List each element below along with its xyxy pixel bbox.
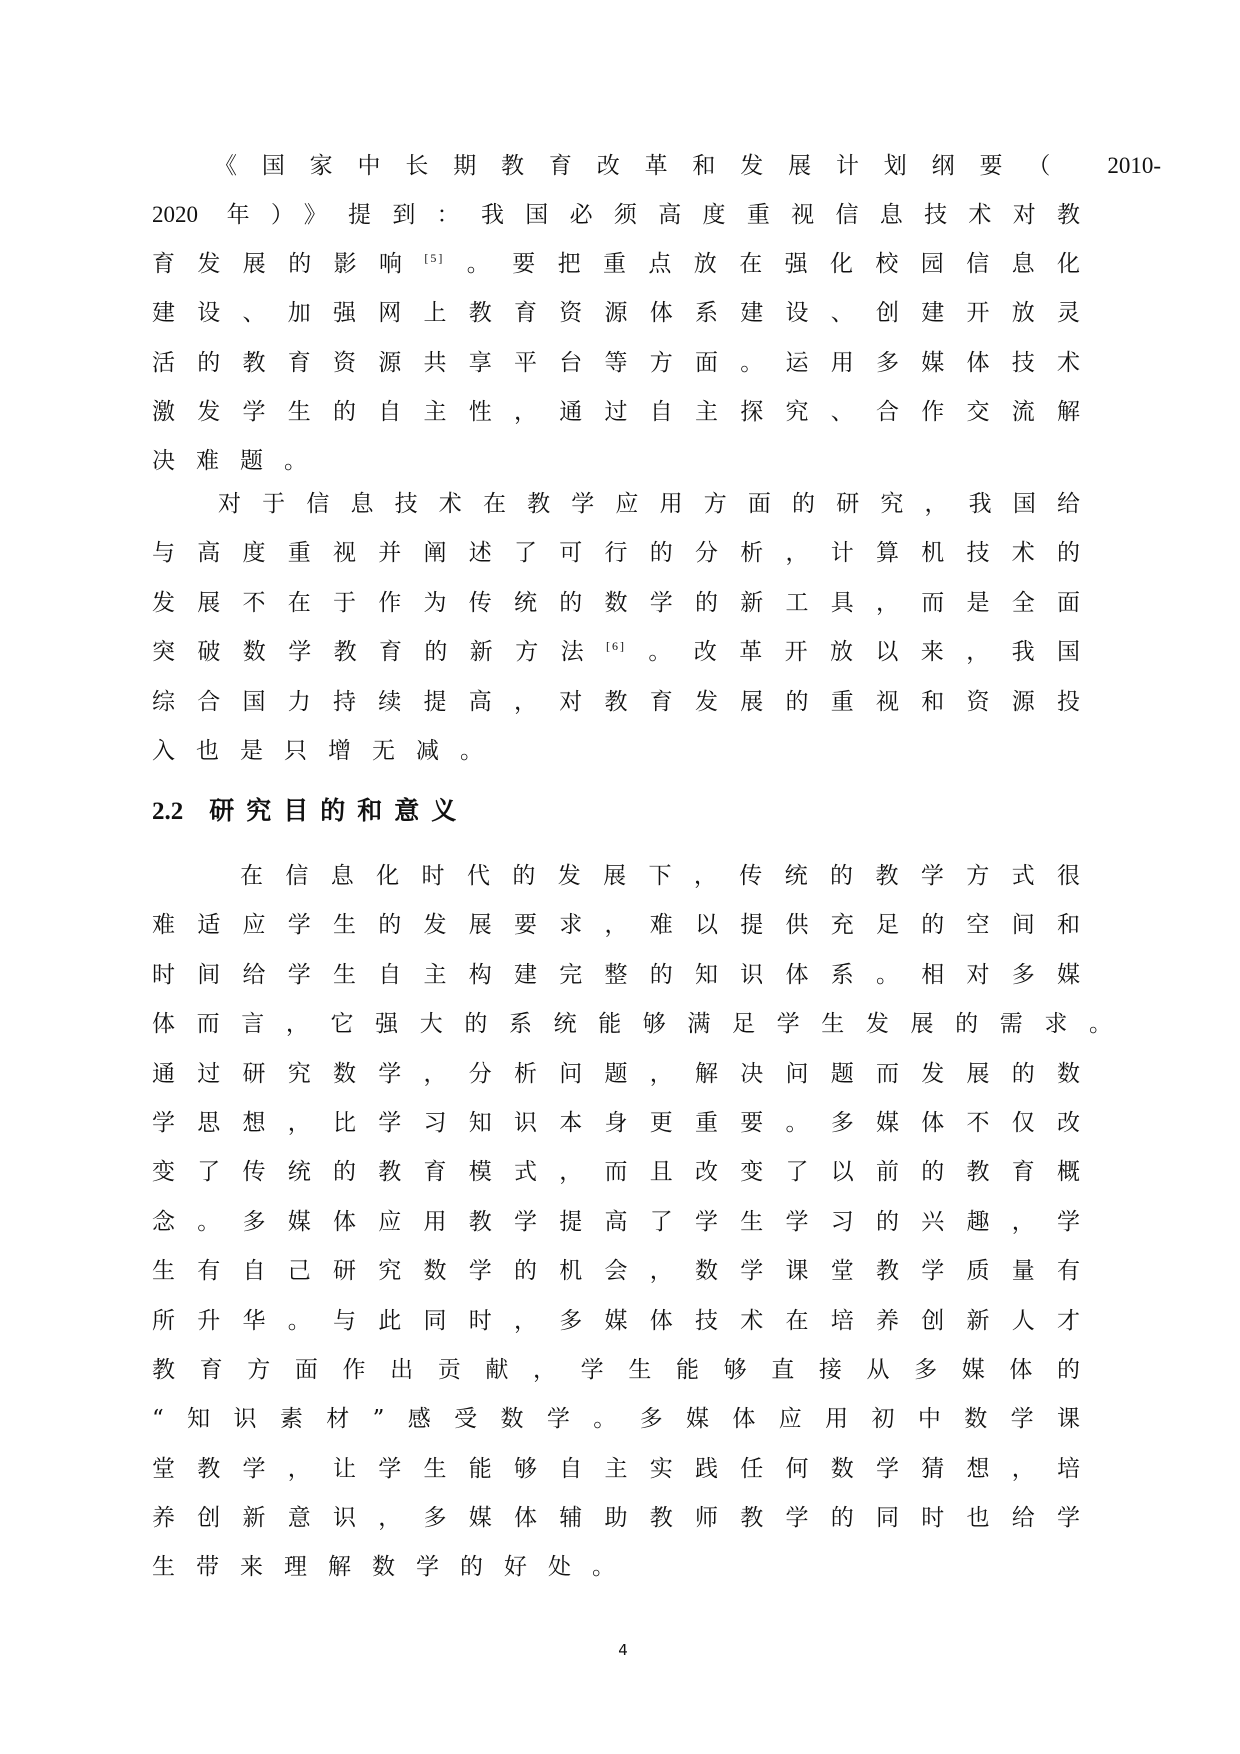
citation: [6] bbox=[606, 639, 626, 654]
page-number: 4 bbox=[618, 1641, 628, 1659]
text-line bbox=[152, 529, 1080, 578]
citation: [5] bbox=[424, 250, 445, 265]
section-title: 研究目的和意义 bbox=[209, 798, 469, 825]
text-line bbox=[152, 1099, 1080, 1148]
line-text: 体而言，它强大的系统能够满足学生发展的需求。 bbox=[152, 1011, 1112, 1038]
text-line bbox=[152, 1050, 1080, 1099]
line-text: 综合国力持续提高，对教育发展的重视和资源投 bbox=[152, 688, 1080, 715]
text-line bbox=[152, 628, 1080, 677]
text-line bbox=[152, 901, 1080, 950]
text-line bbox=[152, 1148, 1080, 1197]
line-text: 与高度重视并阐述了可行的分析，计算机技术的 bbox=[152, 540, 1080, 567]
text-line bbox=[152, 141, 1161, 190]
text-line bbox=[152, 1346, 1080, 1395]
line-text: 入也是只增无减。 bbox=[152, 737, 504, 764]
line-text: 难适应学生的发展要求，难以提供充足的空间和 bbox=[152, 912, 1080, 939]
text-line bbox=[152, 1543, 1080, 1592]
line-text: 生有自己研究数学的机会，数学课堂教学质量有 bbox=[152, 1258, 1080, 1285]
line-text: 决难题。 bbox=[152, 448, 328, 475]
paragraph-3 bbox=[152, 852, 1112, 1593]
text-line bbox=[152, 190, 1080, 239]
text-line bbox=[152, 1198, 1080, 1247]
text-line bbox=[152, 1000, 1112, 1049]
line-text: 时间给学生自主构建完整的知识体系。相对多媒 bbox=[152, 961, 1080, 988]
text-line bbox=[152, 852, 1080, 901]
line-text: 激发学生的自主性，通过自主探究、合作交流解 bbox=[152, 398, 1080, 425]
line-text: 通过研究数学，分析问题，解决问题而发展的数 bbox=[152, 1060, 1080, 1087]
section-heading bbox=[152, 794, 468, 830]
line-text: 对于信息技术在教学应用方面的研究，我国给 bbox=[218, 491, 1080, 517]
text-line bbox=[152, 678, 1080, 727]
text-line bbox=[152, 388, 1080, 437]
text-line bbox=[152, 289, 1080, 338]
line-text: 变了传统的教育模式，而且改变了以前的教育概 bbox=[152, 1159, 1080, 1186]
line-text: 在信息化时代的发展下，传统的教学方式很 bbox=[240, 863, 1080, 889]
line-text: 养创新意识，多媒体辅助教师教学的同时也给学 bbox=[152, 1505, 1080, 1532]
line-text: 发展不在于作为传统的数学的新工具，而是全面 bbox=[152, 589, 1080, 616]
line-text: 2010- bbox=[1107, 153, 1162, 178]
text-line bbox=[152, 240, 1080, 289]
text-line bbox=[152, 1247, 1080, 1296]
text-line bbox=[152, 1445, 1080, 1494]
line-text: 突破数学教育的新方法 bbox=[152, 639, 606, 666]
line-text: “知识素材”感受数学。多媒体应用初中数学课 bbox=[152, 1406, 1080, 1433]
section-number: 2.2 bbox=[152, 798, 184, 825]
text-line bbox=[152, 951, 1080, 1000]
paragraph-2 bbox=[152, 480, 1080, 776]
line-text: 。改革开放以来，我国 bbox=[626, 639, 1081, 666]
line-text: 学思想，比学习知识本身更重要。多媒体不仅改 bbox=[152, 1109, 1080, 1136]
text-line bbox=[152, 339, 1080, 388]
text-line bbox=[152, 727, 1080, 776]
line-text: 念。多媒体应用教学提高了学生学习的兴趣，学 bbox=[152, 1208, 1080, 1235]
line-text: 《国家中长期教育改革和发展计划纲要（ bbox=[214, 153, 1076, 179]
text-line bbox=[152, 1297, 1080, 1346]
line-text: 2020 bbox=[152, 202, 198, 228]
text-line bbox=[152, 1395, 1080, 1444]
line-text: 所升华。与此同时，多媒体技术在培养创新人才 bbox=[152, 1307, 1080, 1334]
paragraph-1 bbox=[152, 141, 1162, 487]
line-text: 育发展的影响 bbox=[152, 250, 425, 277]
line-text: 年）》提到：我国必须高度重视信息技术对教 bbox=[226, 202, 1081, 229]
line-text: 建设、加强网上教育资源体系建设、创建开放灵 bbox=[152, 300, 1080, 327]
line-text: 教育方面作出贡献，学生能够直接从多媒体的 bbox=[152, 1356, 1080, 1383]
line-text: 活的教育资源共享平台等方面。运用多媒体技术 bbox=[152, 349, 1080, 376]
line-text: 生带来理解数学的好处。 bbox=[152, 1554, 636, 1581]
text-line bbox=[152, 579, 1080, 628]
text-line bbox=[152, 1494, 1080, 1543]
line-text: 堂教学，让学生能够自主实践任何数学猜想，培 bbox=[152, 1455, 1080, 1482]
text-line bbox=[152, 480, 1080, 529]
line-text: 。要把重点放在强化校园信息化 bbox=[444, 250, 1081, 277]
